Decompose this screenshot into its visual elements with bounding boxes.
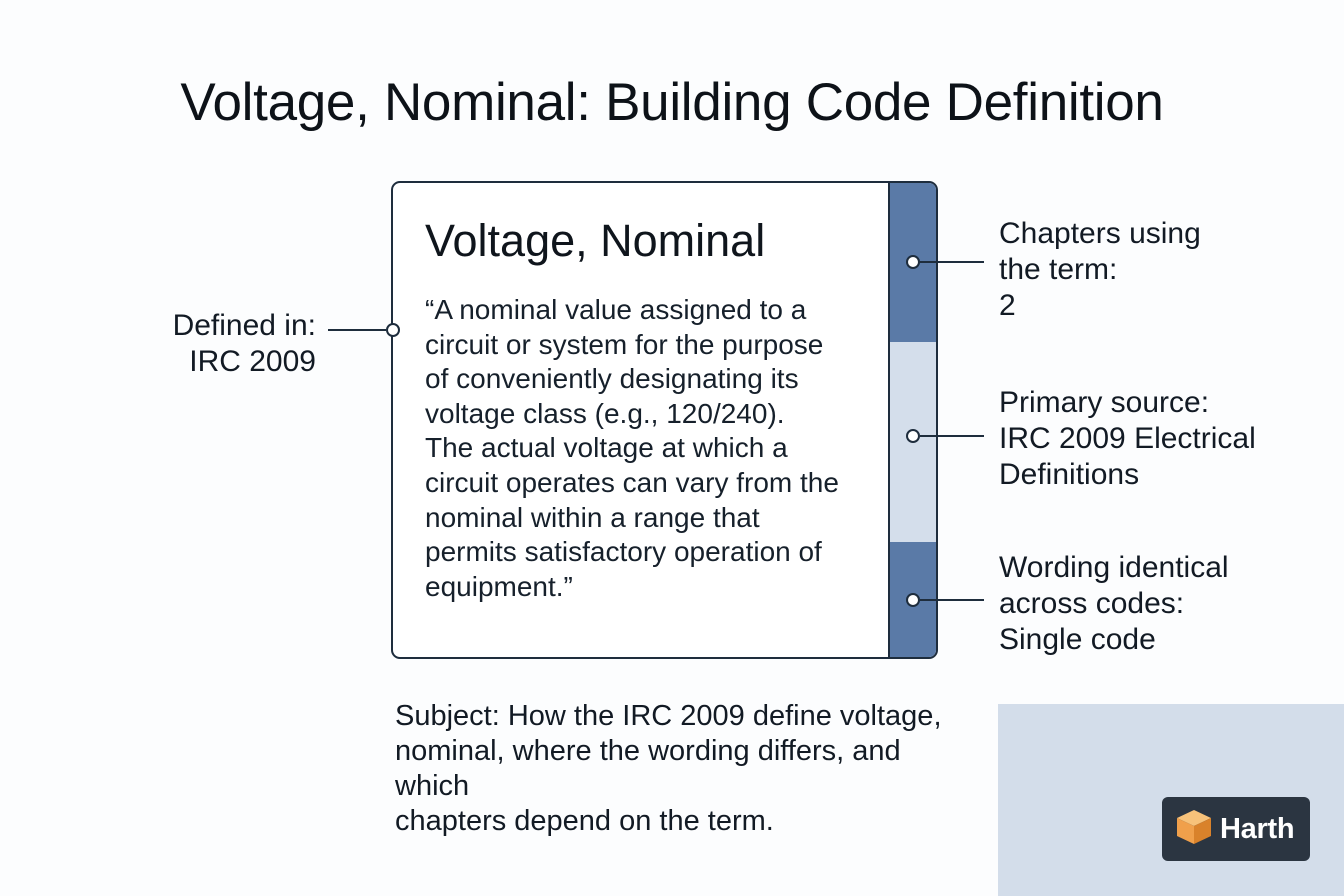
definition-line: nominal within a range that	[425, 501, 760, 533]
subject-line: nominal, where the wording differs, and which	[395, 735, 901, 802]
definition-line: equipment.”	[425, 570, 573, 602]
connector-dot	[906, 593, 920, 607]
connector-dot	[906, 429, 920, 443]
defined-in-value: IRC 2009	[189, 345, 316, 378]
wording-callout	[999, 550, 1334, 658]
connector-line	[920, 435, 984, 437]
chapters-label: Chapters using	[999, 217, 1201, 250]
definition-line: permits satisfactory operation of	[425, 536, 822, 568]
cube-logo-icon	[1174, 808, 1214, 851]
primary-source-callout	[999, 385, 1334, 493]
definition-line: circuit operates can vary from the	[425, 466, 839, 498]
connector-line	[920, 599, 984, 601]
defined-in-callout	[110, 308, 316, 380]
subject-line: chapters depend on the term.	[395, 805, 774, 837]
connector-line	[328, 329, 386, 331]
brand-name: Harth	[1220, 812, 1295, 845]
wording-label-2: across codes:	[999, 587, 1185, 620]
chapters-callout	[999, 216, 1329, 324]
primary-source-value: IRC 2009 Electrical	[999, 422, 1256, 455]
definition-line: voltage class (e.g., 120/240).	[425, 397, 785, 429]
connector-dot	[906, 255, 920, 269]
primary-source-value-2: Definitions	[999, 458, 1140, 491]
brand-badge	[1162, 797, 1310, 861]
subject-text	[395, 699, 955, 839]
definition-line: of conveniently designating its	[425, 363, 799, 395]
connector-dot	[386, 323, 400, 337]
wording-value: Single code	[999, 623, 1156, 656]
subject-line: Subject: How the IRC 2009 define voltage,	[395, 700, 942, 732]
definition-card	[391, 181, 938, 659]
definition-text	[425, 293, 870, 604]
definition-line: circuit or system for the purpose	[425, 328, 824, 360]
primary-source-label: Primary source:	[999, 386, 1210, 419]
connector-line	[920, 261, 984, 263]
chapters-label-2: the term:	[999, 253, 1118, 286]
definition-line: The actual voltage at which a	[425, 432, 788, 464]
term-title: Voltage, Nominal	[425, 215, 766, 266]
defined-in-label: Defined in:	[172, 309, 316, 342]
page-title: Voltage, Nominal: Building Code Definition	[180, 73, 1164, 132]
chapters-value: 2	[999, 289, 1016, 322]
wording-label: Wording identical	[999, 551, 1229, 584]
definition-line: “A nominal value assigned to a	[425, 294, 807, 325]
